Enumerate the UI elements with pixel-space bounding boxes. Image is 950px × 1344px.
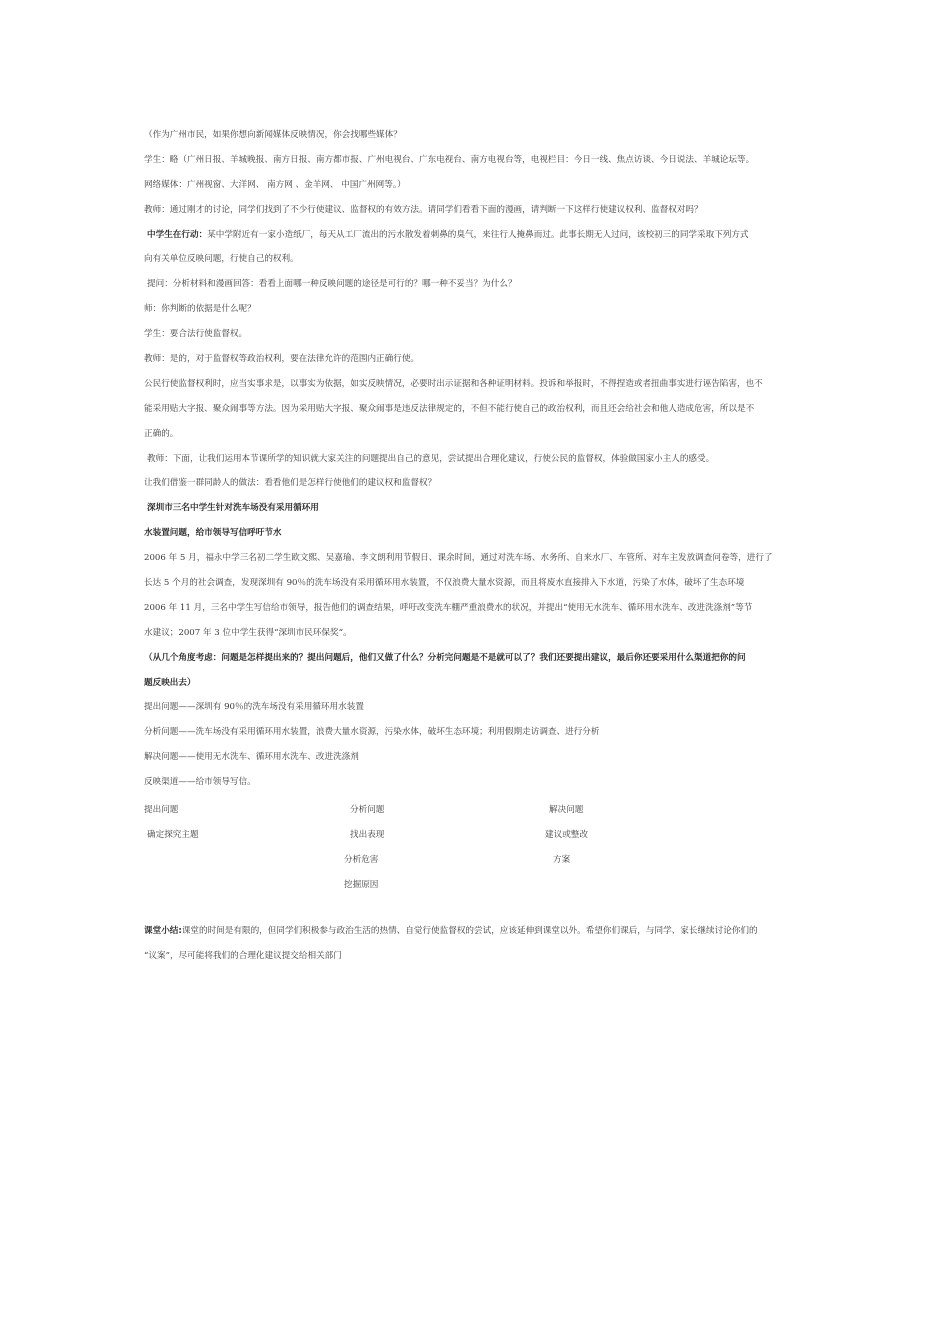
flow-raise: 提出问题 bbox=[144, 805, 179, 816]
question-analysis: 提问：分析材料和漫画回答：看看上面哪一种反映问题的途径是可行的？哪一种不妥当？为什么？ bbox=[147, 279, 517, 290]
summary-line-2: “议案”，尽可能将我们的合理化建议提交给相关部门 bbox=[144, 950, 342, 961]
summary-text: 课堂的时间是有限的，但同学们积极参与政治生活的热情、自觉行使监督权的尝试，应该延伸到课堂以外。希望你们课后，与同学、家长继续讨论你们的 bbox=[181, 926, 758, 937]
summary-line-1 bbox=[144, 919, 808, 944]
flow-topic: 确定探究主题 bbox=[147, 830, 199, 841]
student-answer-legal: 学生：要合法行使监督权。 bbox=[144, 329, 248, 340]
case-heading: 中学生在行动： bbox=[147, 229, 208, 240]
teacher-comic-prompt: 教师：通过刚才的讨论，同学们找到了不少行使建议、监督权的有效方法。请同学们看看下面的漫画，请判断一下这样行使建议权利、监督权对吗？ bbox=[144, 204, 703, 215]
flow-solve: 解决问题 bbox=[549, 805, 584, 816]
case-body-1: 2006 年 5 月，福永中学三名初二学生欧文熙、吴嘉瑜、李文朗利用节假日、课余时间，通过对洗车场、水务所、自来水厂、车管所、对车主发放调查问卷等，进行了 bbox=[144, 553, 773, 564]
student-answer-media: 学生：略（广州日报、羊城晚报、南方日报、南方都市报、广州电视台、广东电视台、南方电视台等，电视栏目：今日一线、焦点访谈、今日说法、羊城论坛等。 bbox=[144, 154, 755, 165]
document-page bbox=[144, 123, 808, 969]
case-body-3: 2006 年 11 月，三名中学生写信给市领导，报告他们的调查结果，呼吁改变洗车棚严重浪费水的状况，并提出“使用无水洗车、循环用水洗车、改进洗涤剂”等节 bbox=[144, 602, 753, 613]
flow-cause: 挖掘原因 bbox=[344, 880, 379, 891]
process-flow bbox=[144, 795, 808, 895]
flow-harm: 分析危害 bbox=[344, 855, 379, 866]
flow-analyze: 分析问题 bbox=[350, 805, 385, 816]
case-paragraph-2: 向有关单位反映问题，行使自己的权利。 bbox=[144, 254, 299, 265]
flow-plan: 方案 bbox=[553, 855, 571, 866]
case-text: 某中学附近有一家小造纸厂，每天从工厂流出的污水散发着刺鼻的臭气，来往行人掩鼻而过。此事长期无人过问，该校初三的同学采取下列方式 bbox=[207, 229, 749, 240]
consider-angles-2: 题反映出去） bbox=[144, 677, 196, 688]
flow-suggest: 建议或整改 bbox=[545, 830, 588, 841]
question-media: （作为广州市民，如果你想向新闻媒体反映情况，你会找哪些媒体？ bbox=[144, 130, 402, 140]
step-raise-problem: 提出问题——深圳有 90％的洗车场没有采用循环用水装置 bbox=[144, 702, 364, 713]
consider-angles-1: （从几个角度考虑：问题是怎样提出来的？提出问题后，他们又做了什么？分析完问题是不是就可以了？我们还要提出建议，最后你还要采用什么渠道把你的问 bbox=[144, 652, 746, 663]
supervision-paragraph-1: 公民行使监督权利时，应当实事求是，以事实为依据，如实反映情况，必要时出示证据和各种证明材料。投诉和举报时，不得捏造或者扭曲事实进行诬告陷害，也不 bbox=[144, 378, 763, 389]
case-body-4: 水建议；2007 年 3 位中学生获得“深圳市民环保奖“。 bbox=[144, 627, 352, 638]
summary-label: 课堂小结: bbox=[144, 926, 182, 937]
step-solve-problem: 解决问题——使用无水洗车、循环用水洗车、改进洗涤剂 bbox=[144, 752, 359, 763]
student-answer-web: 网络媒体：广州视窗、大洋网、 南方网 、金羊网、 中国广州网等。） bbox=[144, 179, 406, 190]
supervision-paragraph-3: 正确的。 bbox=[144, 428, 179, 439]
case-title-2: 水装置问题，给市领导写信呼吁节水 bbox=[144, 528, 282, 539]
flow-symptoms: 找出表现 bbox=[350, 830, 385, 841]
case-body-2: 长达 5 个月的社会调查，发现深圳有 90％的洗车场没有采用循环用水装置，不仅浪费大量水资源，而且将废水直接排入下水道，污染了水体，破坏了生态环境 bbox=[144, 578, 745, 589]
case-title-1: 深圳市三名中学生针对洗车场没有采用循环用 bbox=[147, 503, 319, 514]
peer-example-intro: 让我们借鉴一群同龄人的做法：看看他们是怎样行使他们的建议权和监督权？ bbox=[144, 478, 437, 489]
step-report-channel: 反映渠道——给市领导写信。 bbox=[144, 777, 256, 788]
step-analyze-problem: 分析问题——洗车场没有采用循环用水装置，浪费大量水资源，污染水体，破坏生态环境；利用假期走访调查、进行分析 bbox=[144, 727, 600, 738]
supervision-paragraph-2: 能采用贴大字报、聚众闹事等方法。因为采用贴大字报、聚众闹事是违反法律规定的，不但不能行使自己的政治权利，而且还会给社会和他人造成危害，所以是不 bbox=[144, 403, 755, 414]
teacher-next: 教师：下面，让我们运用本节课所学的知识就大家关注的问题提出自己的意见，尝试提出合理化建议，行使公民的监督权，体验做国家小主人的感受。 bbox=[147, 453, 715, 464]
teacher-confirm: 教师：是的，对于监督权等政治权利，要在法律允许的范围内正确行使。 bbox=[144, 354, 420, 365]
teacher-question-basis: 师：你判断的依据是什么呢？ bbox=[144, 304, 256, 315]
case-paragraph-1 bbox=[144, 223, 808, 248]
